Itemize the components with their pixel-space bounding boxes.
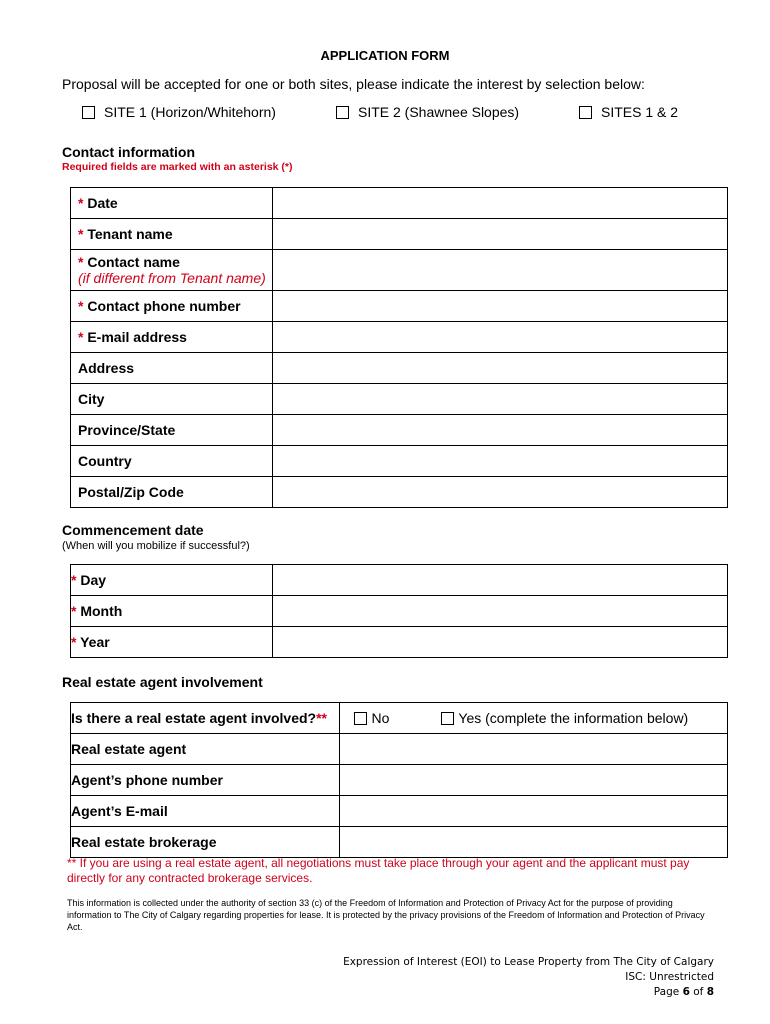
sites-both-option[interactable]	[579, 104, 678, 120]
footer-document-title: Expression of Interest (EOI) to Lease Property from The City of Calgary	[343, 956, 714, 968]
agent-no-option[interactable]	[354, 710, 389, 726]
required-asterisk: *	[78, 298, 84, 314]
question-marker: **	[316, 710, 328, 726]
agent-phone-label: Agent’s phone number	[71, 765, 340, 796]
city-label: City	[71, 384, 273, 415]
contact-name-input[interactable]	[272, 250, 727, 291]
contact-name-note: (if different from Tenant name)	[78, 270, 266, 286]
date-input[interactable]	[272, 188, 727, 219]
agent-yes-option[interactable]	[441, 710, 688, 726]
agent-row-email	[71, 796, 728, 827]
site-2-label: SITE 2 (Shawnee Slopes)	[358, 104, 520, 120]
commencement-heading: Commencement date	[62, 522, 204, 538]
contact-row-country	[71, 446, 728, 477]
tenant-name-input[interactable]	[272, 219, 727, 250]
required-asterisk: *	[78, 329, 84, 345]
agent-no-label: No	[371, 710, 390, 726]
agent-table	[70, 702, 728, 858]
contact-phone-input[interactable]	[272, 291, 727, 322]
agent-yes-label: Yes (complete the information below)	[458, 710, 689, 726]
contact-name-label: * Contact name (if different from Tenant name)	[71, 250, 273, 291]
contact-table	[70, 187, 728, 508]
email-label: * E-mail address	[71, 322, 273, 353]
agent-yes-checkbox[interactable]	[441, 712, 454, 725]
year-input[interactable]	[272, 627, 727, 658]
day-label: * Day	[71, 565, 273, 596]
contact-row-phone	[71, 291, 728, 322]
contact-row-contact-name	[71, 250, 728, 291]
postal-code-input[interactable]	[272, 477, 727, 508]
commencement-row-year	[71, 627, 728, 658]
agent-row-name	[71, 734, 728, 765]
country-input[interactable]	[272, 446, 727, 477]
contact-heading: Contact information	[62, 144, 195, 160]
month-input[interactable]	[272, 596, 727, 627]
agent-brokerage-input[interactable]	[340, 827, 728, 858]
required-asterisk: *	[78, 195, 84, 211]
intro-text: Proposal will be accepted for one or both sites, please indicate the interest by selection below:	[62, 76, 645, 92]
site-1-checkbox[interactable]	[82, 106, 95, 119]
agent-note: ** If you are using a real estate agent, all negotiations must take place through your agent and the applicant must pay directly for any contracted brokerage services.	[67, 856, 690, 885]
agent-question-row	[71, 703, 728, 734]
form-title: APPLICATION FORM	[320, 48, 450, 63]
site-2-option[interactable]	[336, 104, 519, 120]
contact-row-city	[71, 384, 728, 415]
commencement-subheading: (When will you mobilize if successful?)	[62, 540, 250, 552]
commencement-row-day	[71, 565, 728, 596]
contact-row-email	[71, 322, 728, 353]
contact-phone-label: * Contact phone number	[71, 291, 273, 322]
date-label: * Date	[71, 188, 273, 219]
email-input[interactable]	[272, 322, 727, 353]
agent-heading: Real estate agent involvement	[62, 674, 263, 690]
footer-page-number: Page 6 of 8	[653, 986, 714, 998]
agent-phone-input[interactable]	[340, 765, 728, 796]
privacy-statement: This information is collected under the authority of section 33 (c) of the Freedom of Information and Protection of Privacy Act for the purpose of providing information to The City of Calgary regarding properties for lease. It is protected by the privacy provisions of the Freedom of Information and Protection of Privacy Act.	[67, 898, 705, 932]
commencement-row-month	[71, 596, 728, 627]
agent-question-label: Is there a real estate agent involved?**	[71, 703, 340, 734]
commencement-table	[70, 564, 728, 658]
agent-question-options	[340, 703, 728, 734]
year-label: * Year	[71, 627, 273, 658]
page-current: 6	[682, 986, 690, 998]
day-input[interactable]	[272, 565, 727, 596]
site-1-label: SITE 1 (Horizon/Whitehorn)	[104, 104, 276, 120]
sites-both-checkbox[interactable]	[579, 106, 592, 119]
country-label: Country	[71, 446, 273, 477]
agent-email-label: Agent’s E-mail	[71, 796, 340, 827]
province-label: Province/State	[71, 415, 273, 446]
contact-row-tenant	[71, 219, 728, 250]
address-label: Address	[71, 353, 273, 384]
required-asterisk: *	[71, 634, 77, 650]
month-label: * Month	[71, 596, 273, 627]
agent-brokerage-label: Real estate brokerage	[71, 827, 340, 858]
agent-name-label: Real estate agent	[71, 734, 340, 765]
required-asterisk: *	[78, 226, 84, 242]
agent-row-phone	[71, 765, 728, 796]
required-asterisk: *	[71, 603, 77, 619]
address-input[interactable]	[272, 353, 727, 384]
contact-row-province	[71, 415, 728, 446]
page-total: 8	[706, 986, 714, 998]
sites-both-label: SITES 1 & 2	[601, 104, 679, 120]
site-1-option[interactable]	[82, 104, 276, 120]
contact-row-postal	[71, 477, 728, 508]
tenant-name-label: * Tenant name	[71, 219, 273, 250]
postal-code-label: Postal/Zip Code	[71, 477, 273, 508]
required-note: Required fields are marked with an asterisk (*)	[62, 161, 293, 173]
contact-row-date	[71, 188, 728, 219]
required-asterisk: *	[71, 572, 77, 588]
agent-name-input[interactable]	[340, 734, 728, 765]
agent-no-checkbox[interactable]	[354, 712, 367, 725]
contact-row-address	[71, 353, 728, 384]
required-asterisk: *	[78, 254, 84, 270]
agent-email-input[interactable]	[340, 796, 728, 827]
province-input[interactable]	[272, 415, 727, 446]
city-input[interactable]	[272, 384, 727, 415]
agent-row-brokerage	[71, 827, 728, 858]
site-2-checkbox[interactable]	[336, 106, 349, 119]
footer-classification: ISC: Unrestricted	[625, 971, 714, 983]
